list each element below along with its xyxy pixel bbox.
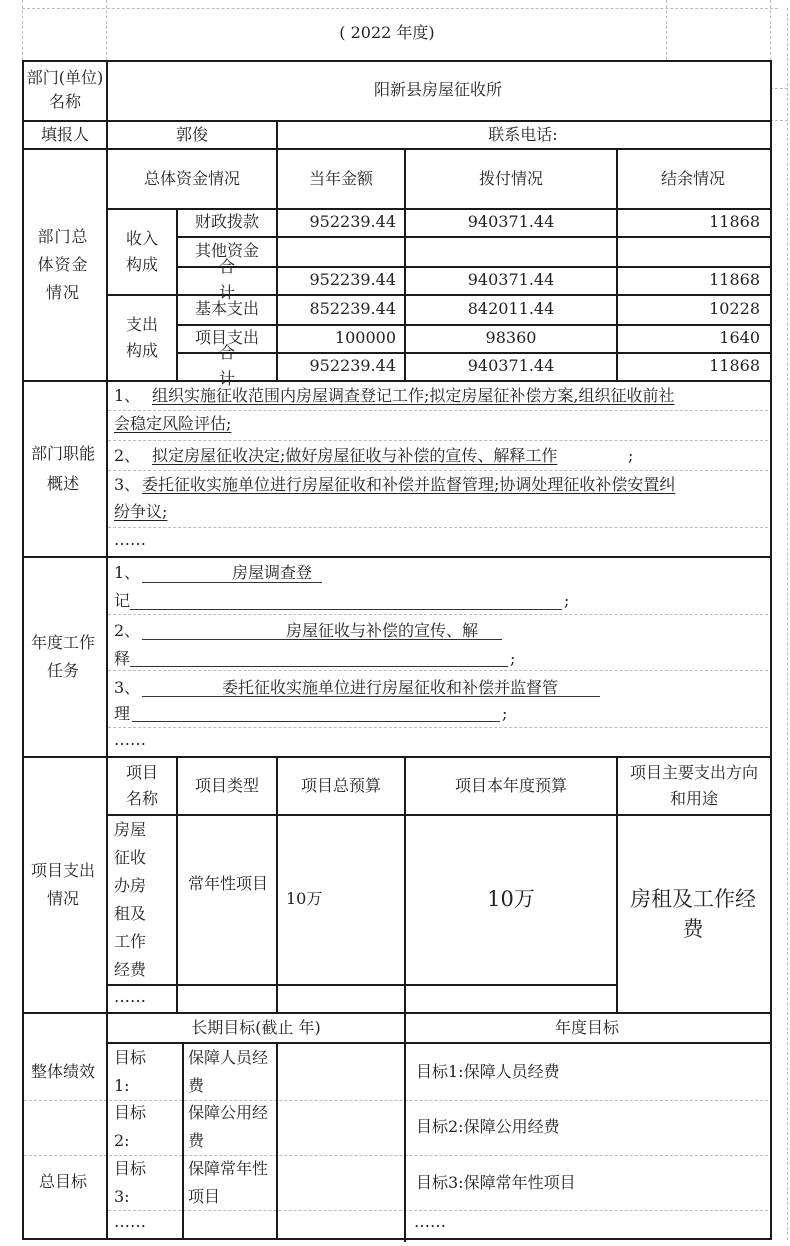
expense-balance: 10228 bbox=[709, 299, 760, 318]
duty-2-line: 拟定房屋征收决定;做好房屋征收与补偿的宣传、解释工作 bbox=[152, 446, 558, 465]
projects-more: …… bbox=[114, 987, 146, 1006]
task-2-num: 2、 bbox=[114, 621, 141, 640]
task-2-line-a: 房屋征收与补偿的宣传、解 bbox=[286, 621, 479, 640]
expense-amount: 952239.44 bbox=[309, 356, 396, 375]
tasks-label: 年度工作任务 bbox=[30, 633, 95, 680]
long-term-more: …… bbox=[114, 1212, 146, 1231]
project-annual-header: 项目本年度预算 bbox=[454, 776, 567, 795]
task-3-num: 3、 bbox=[114, 678, 141, 697]
funds-section-label: 部门总体资金情况 bbox=[37, 227, 89, 302]
task-2-end: ; bbox=[510, 649, 516, 668]
duties-more: …… bbox=[114, 530, 146, 549]
annual-goal: 目标2:保障公用经费 bbox=[416, 1117, 560, 1136]
duty-3-line-b: 纷争议; bbox=[114, 502, 168, 521]
expense-disbursed: 98360 bbox=[485, 328, 537, 347]
total-goal-label: 总目标 bbox=[38, 1172, 87, 1191]
income-item: 财政拨款 bbox=[194, 212, 259, 231]
project-name-header: 项目名称 bbox=[125, 763, 158, 808]
duty-2-end: ; bbox=[628, 446, 634, 465]
funds-overall-header: 总体资金情况 bbox=[143, 169, 240, 188]
income-amount: 952239.44 bbox=[309, 212, 396, 231]
expense-disbursed: 940371.44 bbox=[467, 356, 555, 375]
duty-2-num: 2、 bbox=[114, 446, 141, 465]
project-total: 10万 bbox=[286, 889, 323, 908]
task-3-line-a: 委托征收实施单位进行房屋征收和补偿并监督管 bbox=[222, 678, 559, 697]
expense-amount: 100000 bbox=[334, 328, 396, 347]
goal-text: 保障公用经费 bbox=[188, 1103, 269, 1150]
funds-balance-header: 结余情况 bbox=[660, 169, 725, 188]
project-type: 常年性项目 bbox=[188, 874, 269, 893]
annual-goal-label: 年度目标 bbox=[554, 1018, 619, 1037]
task-1-line-a: 房屋调查登 bbox=[232, 563, 313, 582]
year-line: ( 2022 年度) bbox=[339, 23, 435, 42]
goal-tag: 目标3: bbox=[114, 1159, 147, 1206]
duties-label: 部门职能概述 bbox=[30, 444, 95, 493]
income-disbursed: 940371.44 bbox=[467, 270, 555, 289]
goal-text: 保障人员经费 bbox=[188, 1048, 269, 1095]
goal-text: 保障常年性项目 bbox=[188, 1159, 269, 1206]
overall-performance-label: 整体绩效 bbox=[30, 1062, 95, 1081]
income-balance: 11868 bbox=[709, 212, 760, 231]
task-2-line-b: 释 bbox=[114, 649, 131, 668]
tasks-more: …… bbox=[114, 730, 146, 749]
project-type-header: 项目类型 bbox=[194, 776, 259, 795]
expense-balance: 1640 bbox=[719, 328, 760, 347]
income-disbursed: 940371.44 bbox=[467, 212, 555, 231]
funds-amount-header: 当年金额 bbox=[308, 169, 373, 188]
goal-tag: 目标2: bbox=[114, 1103, 147, 1150]
duty-3-num: 3、 bbox=[114, 475, 141, 494]
projects-label: 项目支出情况 bbox=[30, 861, 95, 908]
annual-more: …… bbox=[414, 1212, 446, 1231]
expense-item: 基本支出 bbox=[194, 299, 259, 318]
project-annual: 10万 bbox=[487, 887, 535, 911]
duty-3-line-a: 委托征收实施单位进行房屋征收和补偿并监督管理;协调处理征收补偿安置纠 bbox=[142, 475, 676, 494]
filler-label: 填报人 bbox=[40, 125, 89, 144]
expense-item: 项目支出 bbox=[194, 328, 259, 347]
expense-label: 支出构成 bbox=[125, 315, 158, 360]
task-3-end: ; bbox=[502, 704, 508, 723]
task-1-line-b: 记 bbox=[114, 591, 131, 610]
duty-1-line-a: 组织实施征收范围内房屋调查登记工作;拟定房屋征补偿方案,组织征收前社 bbox=[152, 386, 675, 405]
task-3-line-b: 理 bbox=[114, 704, 131, 723]
annual-goal: 目标1:保障人员经费 bbox=[416, 1062, 560, 1081]
duty-1-num: 1、 bbox=[114, 386, 141, 405]
annual-goal: 目标3:保障常年性项目 bbox=[416, 1173, 576, 1192]
expense-balance: 11868 bbox=[709, 356, 760, 375]
task-1-end: ; bbox=[564, 591, 570, 610]
expense-disbursed: 842011.44 bbox=[467, 299, 555, 318]
project-total-header: 项目总预算 bbox=[300, 776, 381, 795]
long-term-label: 长期目标(截止 年) bbox=[191, 1018, 321, 1037]
goal-tag: 目标1: bbox=[114, 1048, 147, 1095]
task-1-num: 1、 bbox=[114, 563, 141, 582]
project-name: 房屋征收办房租及工作经费 bbox=[114, 820, 147, 979]
funds-disbursed-header: 拨付情况 bbox=[478, 169, 543, 188]
phone-label: 联系电话: bbox=[488, 125, 558, 144]
expense-amount: 852239.44 bbox=[309, 299, 396, 318]
filler-name: 郭俊 bbox=[175, 125, 208, 144]
income-item: 合计 bbox=[218, 257, 261, 302]
duty-1-line-b: 会稳定风险评估; bbox=[114, 414, 232, 433]
income-amount: 952239.44 bbox=[309, 270, 396, 289]
dept-label: 部门(单位)名称 bbox=[26, 68, 104, 111]
project-usage: 房租及工作经费 bbox=[630, 887, 756, 941]
income-item: 其他资金 bbox=[194, 241, 259, 260]
dept-name: 阳新县房屋征收所 bbox=[373, 80, 502, 99]
income-balance: 11868 bbox=[709, 270, 760, 289]
project-usage-header: 项目主要支出方向和用途 bbox=[629, 763, 758, 808]
expense-item: 合计 bbox=[218, 343, 261, 388]
income-label: 收入构成 bbox=[125, 229, 158, 274]
